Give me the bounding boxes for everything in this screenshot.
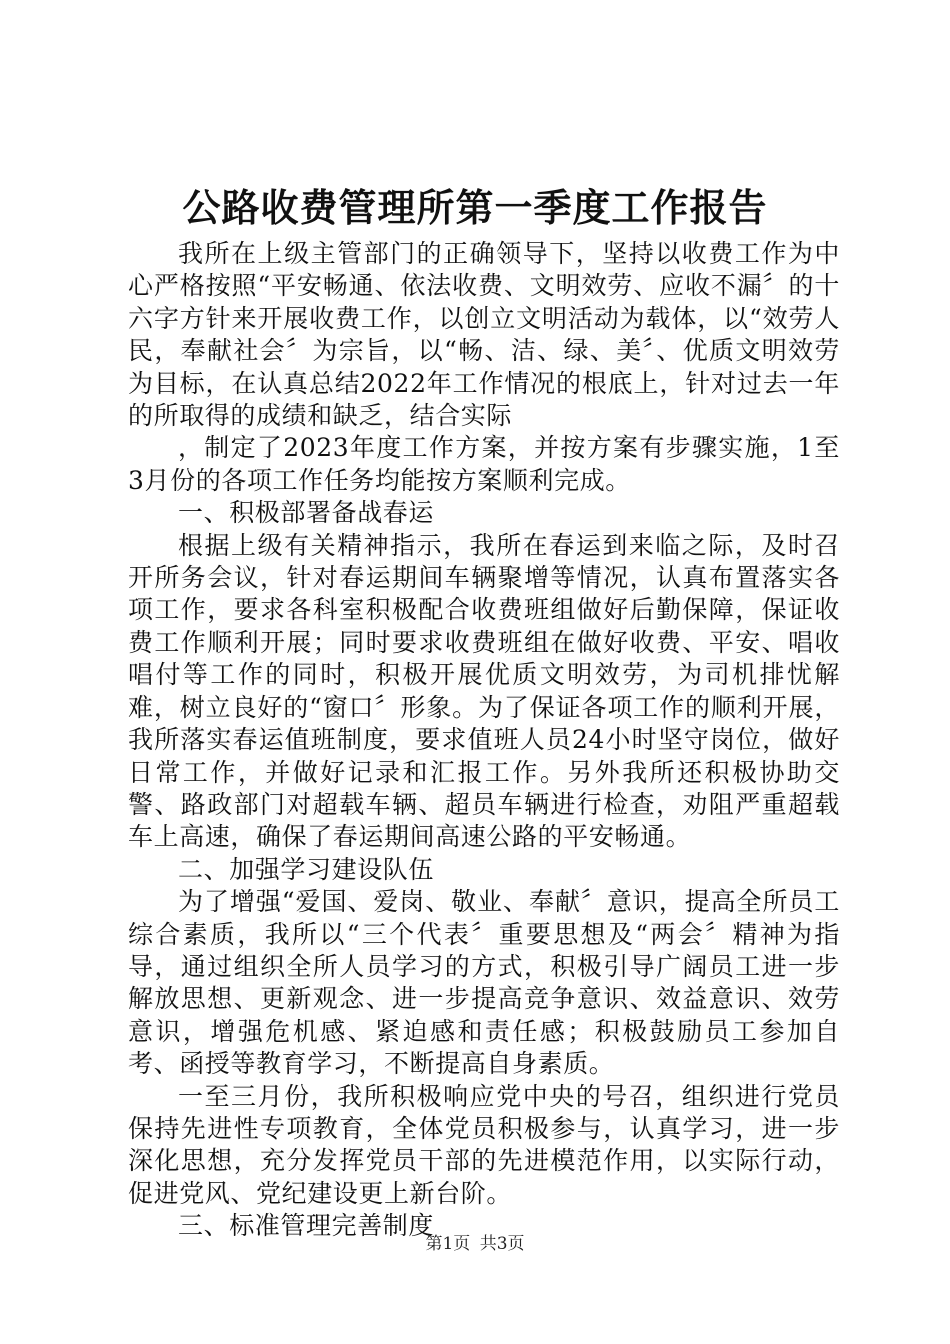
document-title: 公路收费管理所第一季度工作报告 xyxy=(182,186,768,230)
section-heading-3: 三、标准管理完善制度 xyxy=(178,1211,435,1241)
section-2-paragraph-2: 一至三月份，我所积极响应党中央的号召，组织进行党员保持先进性专项教育，全体党员积极参与，认真学习，进一步深化思想，充分发挥党员干部的先进模范作用，以实际行动，促进党风、党纪建设更上新台阶。 xyxy=(128,1081,840,1208)
document-body xyxy=(128,238,840,1243)
intro-paragraph: 我所在上级主管部门的正确领导下，坚持以收费工作为中心严格按照“平安畅通、依法收费、文明效劳、应收不漏〞的十六字方针来开展收费工作，以创立文明活动为载体，以“效劳人民，奉献社会〞为宗旨，以“畅、洁、绿、美〞、优质文明效劳为目标，在认真总结2022年工作情况的根底上，针对过去一年的所取得的成绩和缺乏，结合实际 xyxy=(128,239,840,431)
intro-continuation-paragraph: ，制定了2023年度工作方案，并按方案有步骤实施，1至3月份的各项工作任务均能按方案顺利完成。 xyxy=(128,433,840,495)
section-heading-1: 一、积极部署备战春运 xyxy=(178,498,435,528)
section-heading-2: 二、加强学习建设队伍 xyxy=(178,854,435,884)
section-2-paragraph-1: 为了增强“爱国、爱岗、敬业、奉献〞意识，提高全所员工综合素质，我所以“三个代表〞重要思想及“两会〞精神为指导，通过组织全所人员学习的方式，积极引导广阔员工进一步解放思想、更新观念、进一步提高竞争意识、效益意识、效劳意识，增强危机感、紧迫感和责任感；积极鼓励员工参加自考、函授等教育学习，不断提高自身素质。 xyxy=(128,887,840,1079)
page-total: 共3页 xyxy=(479,1234,525,1254)
page-footer xyxy=(0,1232,950,1256)
page-number: 第1页 xyxy=(425,1234,471,1254)
section-1-paragraph: 根据上级有关精神指示，我所在春运到来临之际，及时召开所务会议，针对春运期间车辆聚增等情况，认真布置落实各项工作，要求各科室积极配合收费班组做好后勤保障，保证收费工作顺利开展；同时要求收费班组在做好收费、平安、唱收唱付等工作的同时，积极开展优质文明效劳，为司机排忧解难，树立良好的“窗口〞形象。为了保证各项工作的顺利开展，我所落实春运值班制度，要求值班人员24小时坚守岗位，做好日常工作，并做好记录和汇报工作。另外我所还积极协助交警、路政部门对超载车辆、超员车辆进行检查，劝阻严重超载车上高速，确保了春运期间高速公路的平安畅通。 xyxy=(128,530,840,852)
